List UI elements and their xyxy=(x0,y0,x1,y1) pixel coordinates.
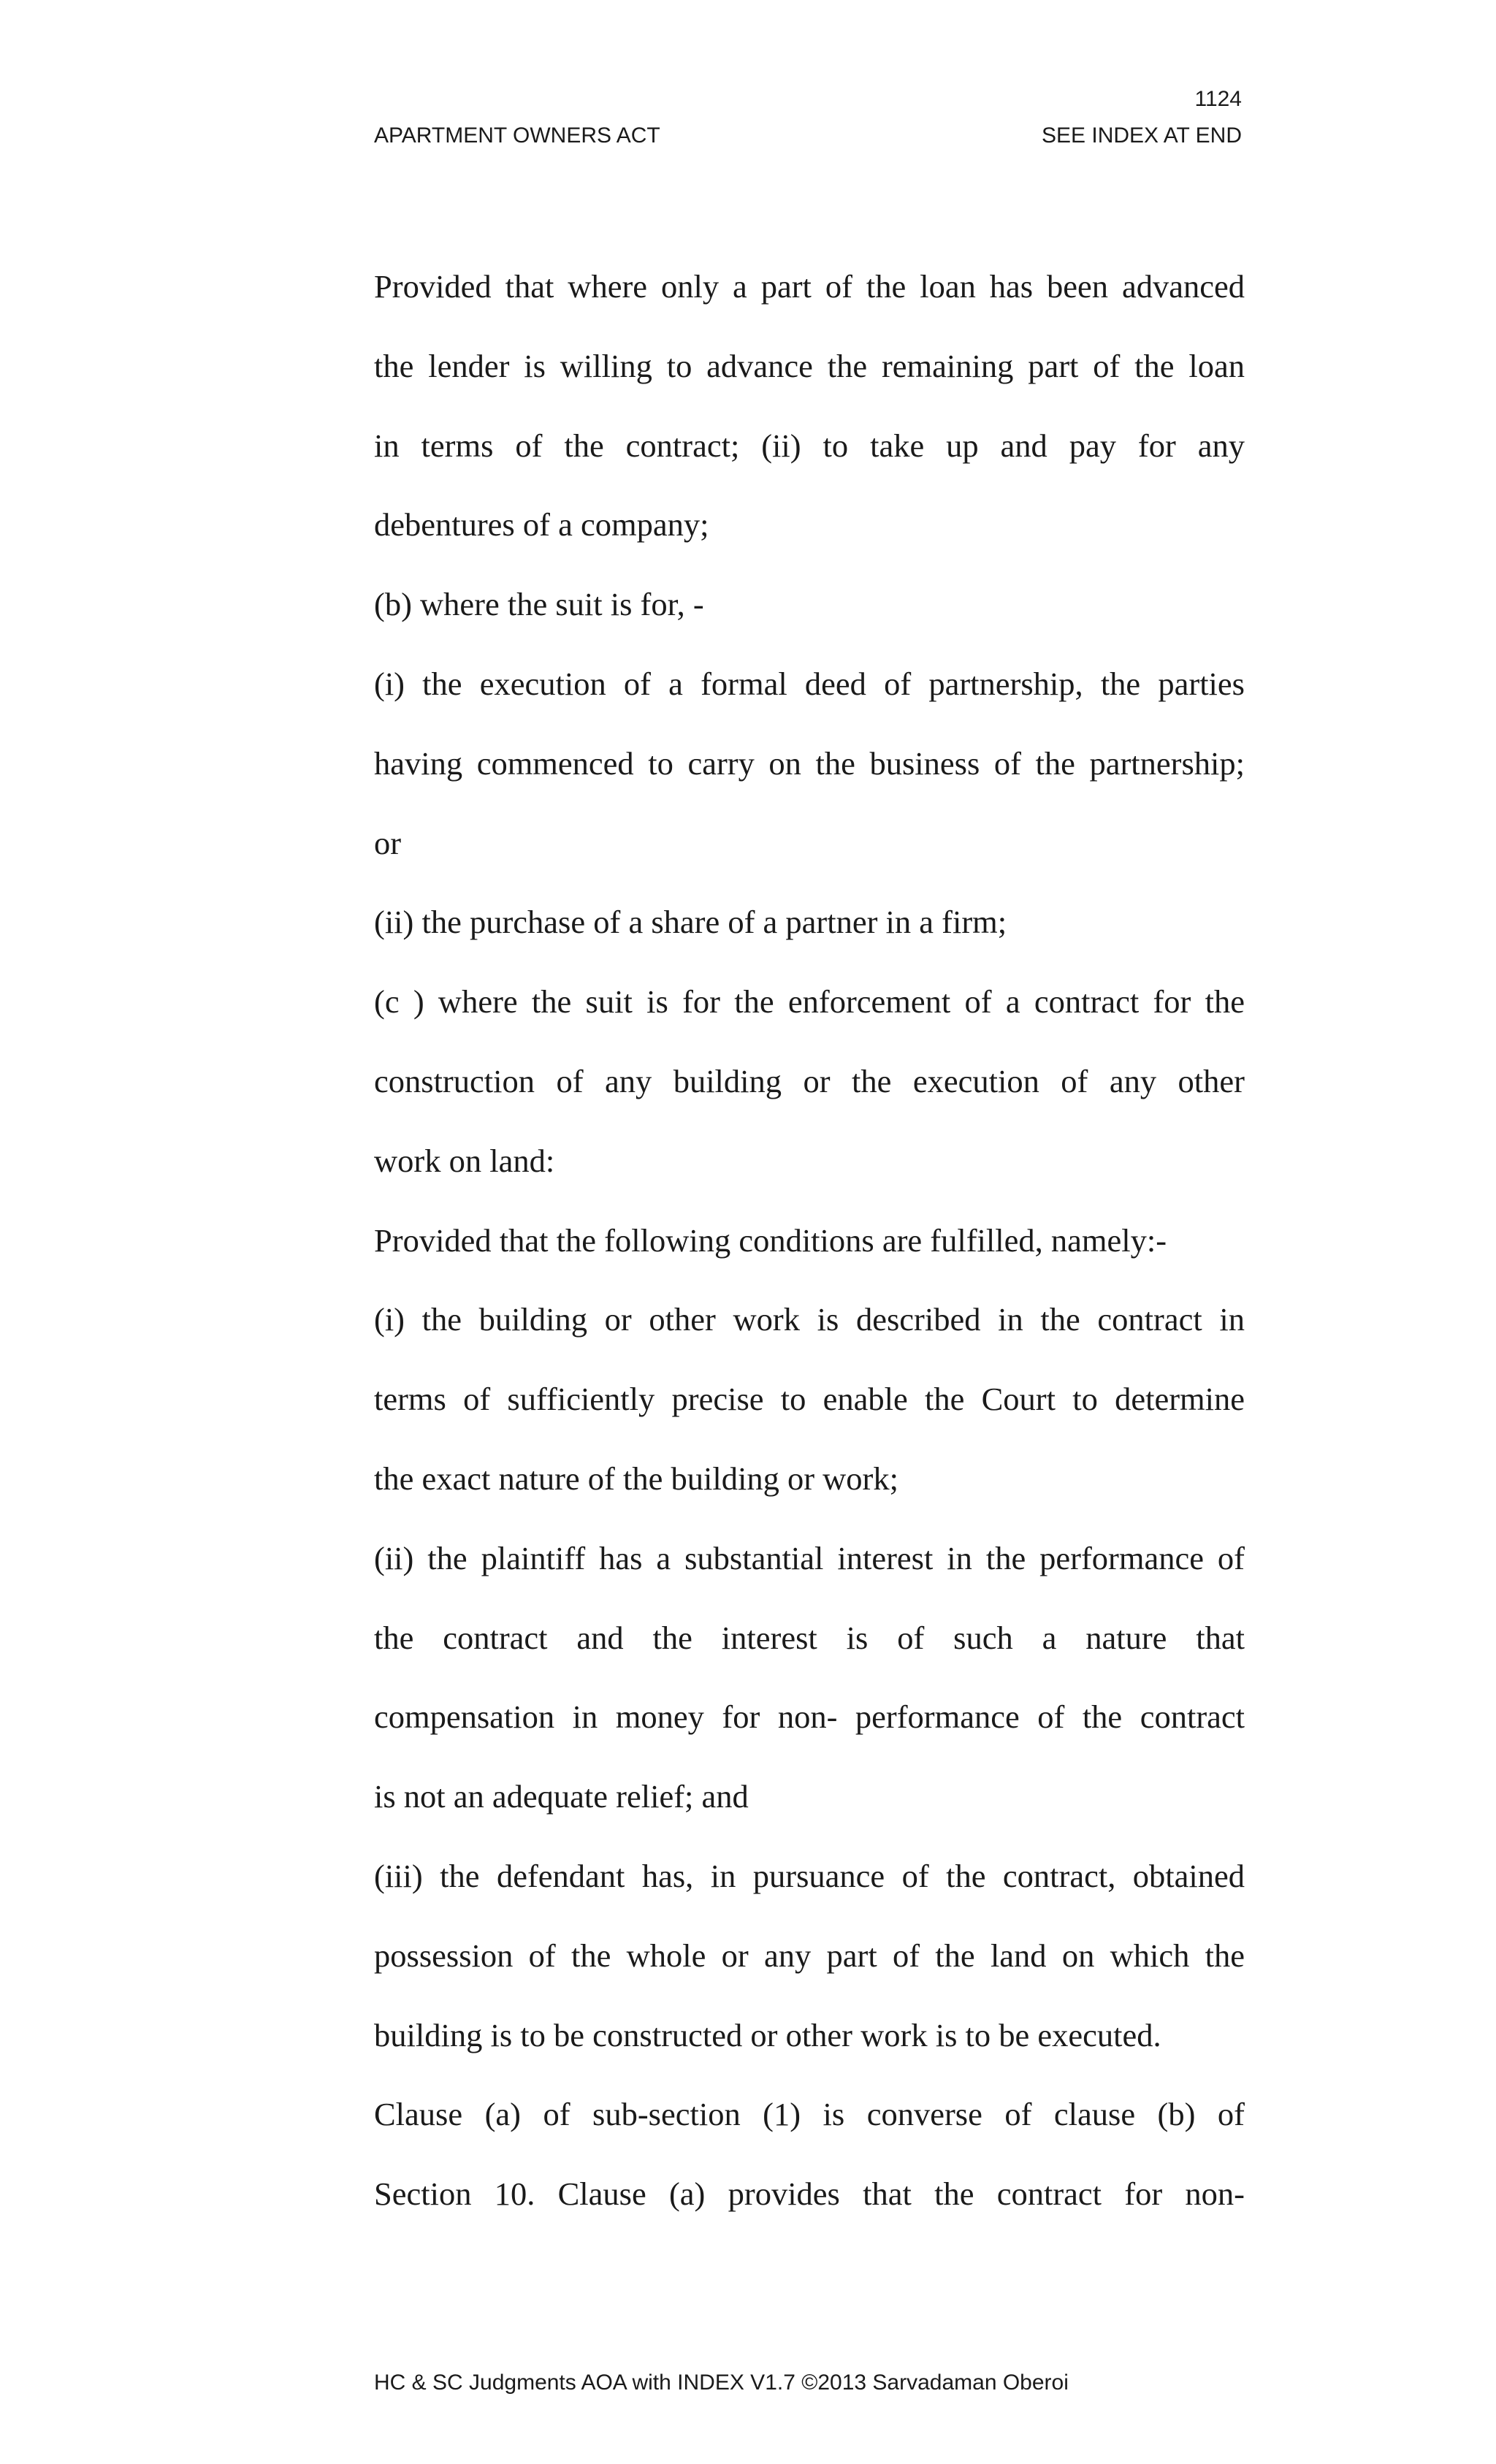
body-line: (ii) the plaintiff has a substantial interest in the performance of xyxy=(374,1539,1245,1576)
document-body xyxy=(374,263,1245,2250)
running-header-index-note: SEE INDEX AT END xyxy=(1042,123,1242,148)
page-footer: HC & SC Judgments AOA with INDEX V1.7 ©2013 Sarvadaman Oberoi xyxy=(374,2370,1069,2395)
body-line: in terms of the contract; (ii) to take up and pay for any xyxy=(374,427,1245,464)
body-line: (i) the building or other work is described in the contract in xyxy=(374,1301,1245,1338)
body-line: the lender is willing to advance the remaining part of the loan xyxy=(374,347,1245,384)
body-line: the contract and the interest is of such a nature that xyxy=(374,1619,1245,1656)
body-line: (c ) where the suit is for the enforcement of a contract for the xyxy=(374,983,1245,1021)
body-line: Clause (a) of sub-section (1) is converse of clause (b) of xyxy=(374,2096,1245,2133)
body-line: terms of sufficiently precise to enable the Court to determine xyxy=(374,1381,1245,1418)
body-line: (b) where the suit is for, - xyxy=(374,586,704,623)
body-line: the exact nature of the building or work; xyxy=(374,1460,898,1497)
body-line: possession of the whole or any part of the land on which the xyxy=(374,1937,1245,1974)
body-line: or xyxy=(374,824,402,861)
body-line: construction of any building or the execution of any other xyxy=(374,1062,1245,1099)
running-header-title: APARTMENT OWNERS ACT xyxy=(374,123,660,148)
body-line: having commenced to carry on the business of the partnership; xyxy=(374,744,1245,782)
body-line: building is to be constructed or other work is to be executed. xyxy=(374,2016,1161,2053)
page-number: 1124 xyxy=(1194,87,1242,111)
body-line: Provided that the following conditions are fulfilled, namely:- xyxy=(374,1221,1167,1259)
body-line: (i) the execution of a formal deed of partnership, the parties xyxy=(374,665,1245,702)
body-line: work on land: xyxy=(374,1142,555,1179)
body-line: (iii) the defendant has, in pursuance of the contract, obtained xyxy=(374,1857,1245,1894)
body-line: Provided that where only a part of the loan has been advanced xyxy=(374,268,1245,305)
body-line: compensation in money for non- performance of the contract xyxy=(374,1698,1245,1736)
body-line: is not an adequate relief; and xyxy=(374,1778,749,1815)
body-line: Section 10. Clause (a) provides that the contract for non- xyxy=(374,2175,1245,2213)
body-line: debentures of a company; xyxy=(374,506,709,543)
body-line: (ii) the purchase of a share of a partner in a firm; xyxy=(374,904,1007,941)
